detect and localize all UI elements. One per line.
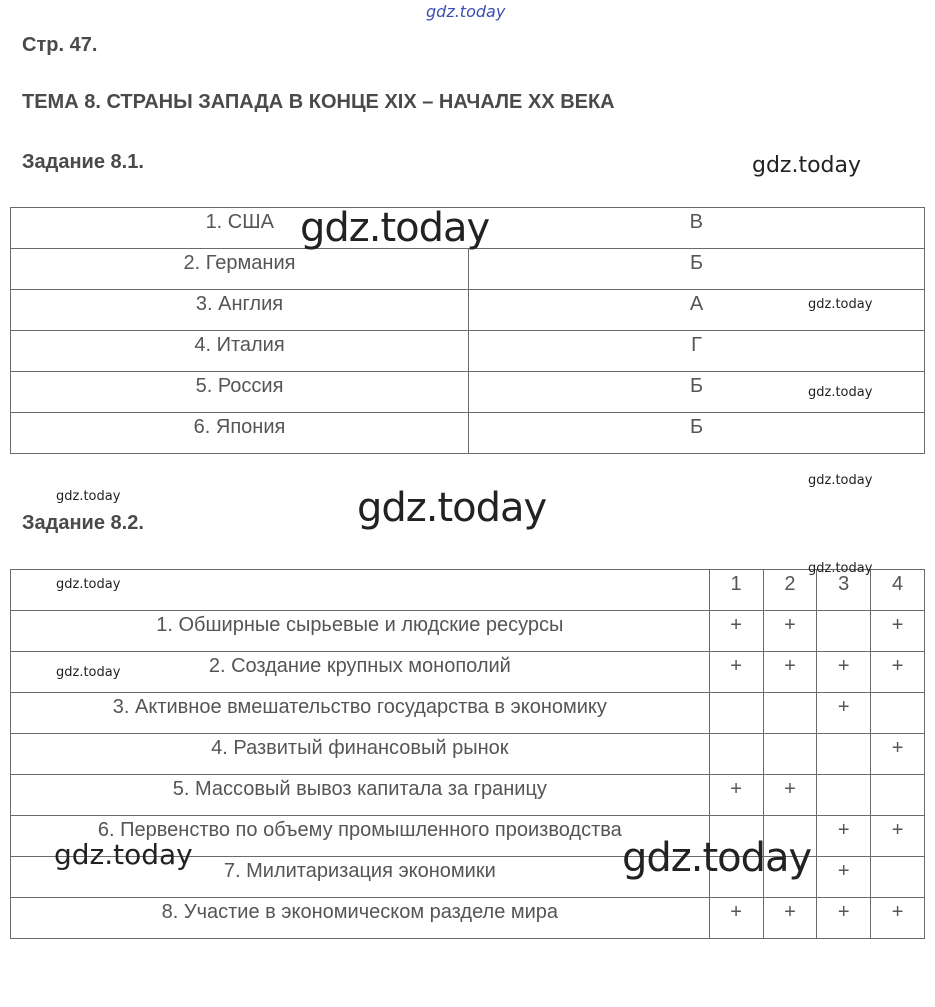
plus-mark (817, 611, 870, 615)
mark-cell (817, 775, 871, 816)
answer-cell (469, 249, 925, 290)
watermark: gdz.today (752, 153, 862, 178)
mark-cell (817, 734, 871, 775)
feature-label: 3. Активное вмешательство государства в экономику (112, 696, 607, 718)
mark-cell (871, 775, 925, 816)
country-cell (11, 249, 469, 290)
table-row (11, 775, 925, 816)
watermark: gdz.today (808, 297, 873, 312)
column-number: 4 (892, 573, 904, 595)
plus-mark (871, 693, 924, 697)
table-row (11, 652, 925, 693)
task2-table (10, 569, 925, 939)
table-row (11, 290, 925, 331)
feature-cell (11, 898, 710, 939)
mark-cell (871, 652, 925, 693)
plus-mark: + (784, 614, 796, 636)
feature-cell (11, 611, 710, 652)
answer-cell (469, 413, 925, 454)
feature-label: 6. Первенство по объему промышленного производства (97, 819, 622, 841)
country-cell (11, 290, 469, 331)
mark-cell (871, 611, 925, 652)
country-label: 4. Италия (194, 334, 285, 356)
mark-cell (817, 816, 871, 857)
plus-mark (710, 693, 763, 697)
mark-cell (763, 611, 817, 652)
page-ref: Стр. 47. (22, 34, 98, 56)
feature-cell (11, 734, 710, 775)
mark-cell (871, 816, 925, 857)
mark-cell (709, 652, 763, 693)
feature-label: 4. Развитый финансовый рынок (211, 737, 509, 759)
plus-mark: + (784, 655, 796, 677)
watermark: gdz.today (56, 489, 121, 504)
answer-letter: Б (689, 375, 704, 397)
answer-letter: Г (691, 334, 702, 356)
column-number: 2 (784, 573, 796, 595)
watermark: gdz.today (622, 835, 812, 881)
plus-mark: + (837, 901, 850, 923)
answer-letter: Б (689, 252, 704, 274)
mark-cell (763, 652, 817, 693)
feature-label: 8. Участие в экономическом разделе мира (161, 901, 559, 923)
mark-cell (709, 898, 763, 939)
feature-label: 5. Массовый вывоз капитала за границу (172, 778, 547, 800)
plus-mark: + (891, 819, 904, 841)
mark-cell (817, 693, 871, 734)
plus-mark (764, 816, 817, 820)
table-row (11, 734, 925, 775)
mark-cell (871, 898, 925, 939)
plus-mark: + (891, 655, 904, 677)
mark-cell (817, 652, 871, 693)
plus-mark: + (784, 778, 796, 800)
mark-cell (817, 898, 871, 939)
country-cell (11, 331, 469, 372)
feature-cell (11, 775, 710, 816)
plus-mark: + (730, 901, 742, 923)
feature-cell (11, 693, 710, 734)
plus-mark (871, 857, 924, 861)
mark-cell (709, 734, 763, 775)
table-row (11, 331, 925, 372)
table-row (11, 611, 925, 652)
mark-cell (817, 857, 871, 898)
mark-cell (763, 898, 817, 939)
feature-label: 2. Создание крупных монополий (208, 655, 511, 677)
table-row (11, 413, 925, 454)
watermark: gdz.today (808, 473, 873, 488)
watermark: gdz.today (357, 485, 547, 531)
feature-label: 1. Обширные сырьевые и людские ресурсы (156, 614, 564, 636)
table-header-row (11, 570, 925, 611)
mark-cell (871, 693, 925, 734)
plus-mark (764, 693, 817, 697)
mark-cell (709, 775, 763, 816)
watermark: gdz.today (56, 665, 121, 680)
watermark: gdz.today (56, 577, 121, 592)
plus-mark (710, 734, 763, 738)
answer-letter: А (689, 293, 704, 315)
feature-label: 7. Милитаризация экономики (223, 860, 496, 882)
plus-mark: + (891, 737, 904, 759)
plus-mark (764, 734, 817, 738)
mark-cell (871, 857, 925, 898)
country-label: 5. Россия (195, 375, 284, 397)
plus-mark: + (730, 614, 742, 636)
plus-mark: + (837, 696, 850, 718)
country-label: 1. США (205, 211, 274, 233)
mark-cell (709, 611, 763, 652)
plus-mark: + (891, 901, 904, 923)
plus-mark: + (891, 614, 904, 636)
plus-mark: + (730, 778, 742, 800)
column-header (709, 570, 763, 611)
mark-cell (817, 611, 871, 652)
watermark: gdz.today (54, 838, 193, 871)
mark-cell (763, 693, 817, 734)
plus-mark: + (730, 655, 742, 677)
plus-mark: + (837, 655, 850, 677)
plus-mark (817, 734, 870, 738)
task1-title: Задание 8.1. (22, 151, 144, 173)
country-cell (11, 372, 469, 413)
plus-mark (871, 775, 924, 779)
plus-mark (817, 775, 870, 779)
country-label: 3. Англия (195, 293, 284, 315)
answer-letter: Б (689, 416, 704, 438)
mark-cell (763, 734, 817, 775)
column-number: 3 (838, 573, 850, 595)
topic-title: ТЕМА 8. СТРАНЫ ЗАПАДА В КОНЦЕ XIX – НАЧАЛЕ XX ВЕКА (22, 91, 615, 113)
watermark: gdz.today (808, 561, 873, 576)
mark-cell (709, 693, 763, 734)
plus-mark: + (837, 819, 850, 841)
watermark: gdz.today (808, 385, 873, 400)
task2-title: Задание 8.2. (22, 512, 144, 534)
mark-cell (763, 775, 817, 816)
column-header (871, 570, 925, 611)
plus-mark: + (837, 860, 850, 882)
country-label: 2. Германия (183, 252, 296, 274)
country-cell (11, 413, 469, 454)
column-number: 1 (730, 573, 742, 595)
country-label: 6. Япония (193, 416, 286, 438)
plus-mark: + (784, 901, 796, 923)
plus-mark (710, 816, 763, 820)
table-row (11, 249, 925, 290)
mark-cell (871, 734, 925, 775)
table-row (11, 898, 925, 939)
answer-cell (469, 331, 925, 372)
table-row (11, 372, 925, 413)
watermark: gdz.today (300, 205, 490, 251)
answer-letter: В (689, 211, 703, 233)
answer-cell (469, 208, 925, 249)
table-row (11, 693, 925, 734)
watermark-top: gdz.today (426, 2, 506, 21)
